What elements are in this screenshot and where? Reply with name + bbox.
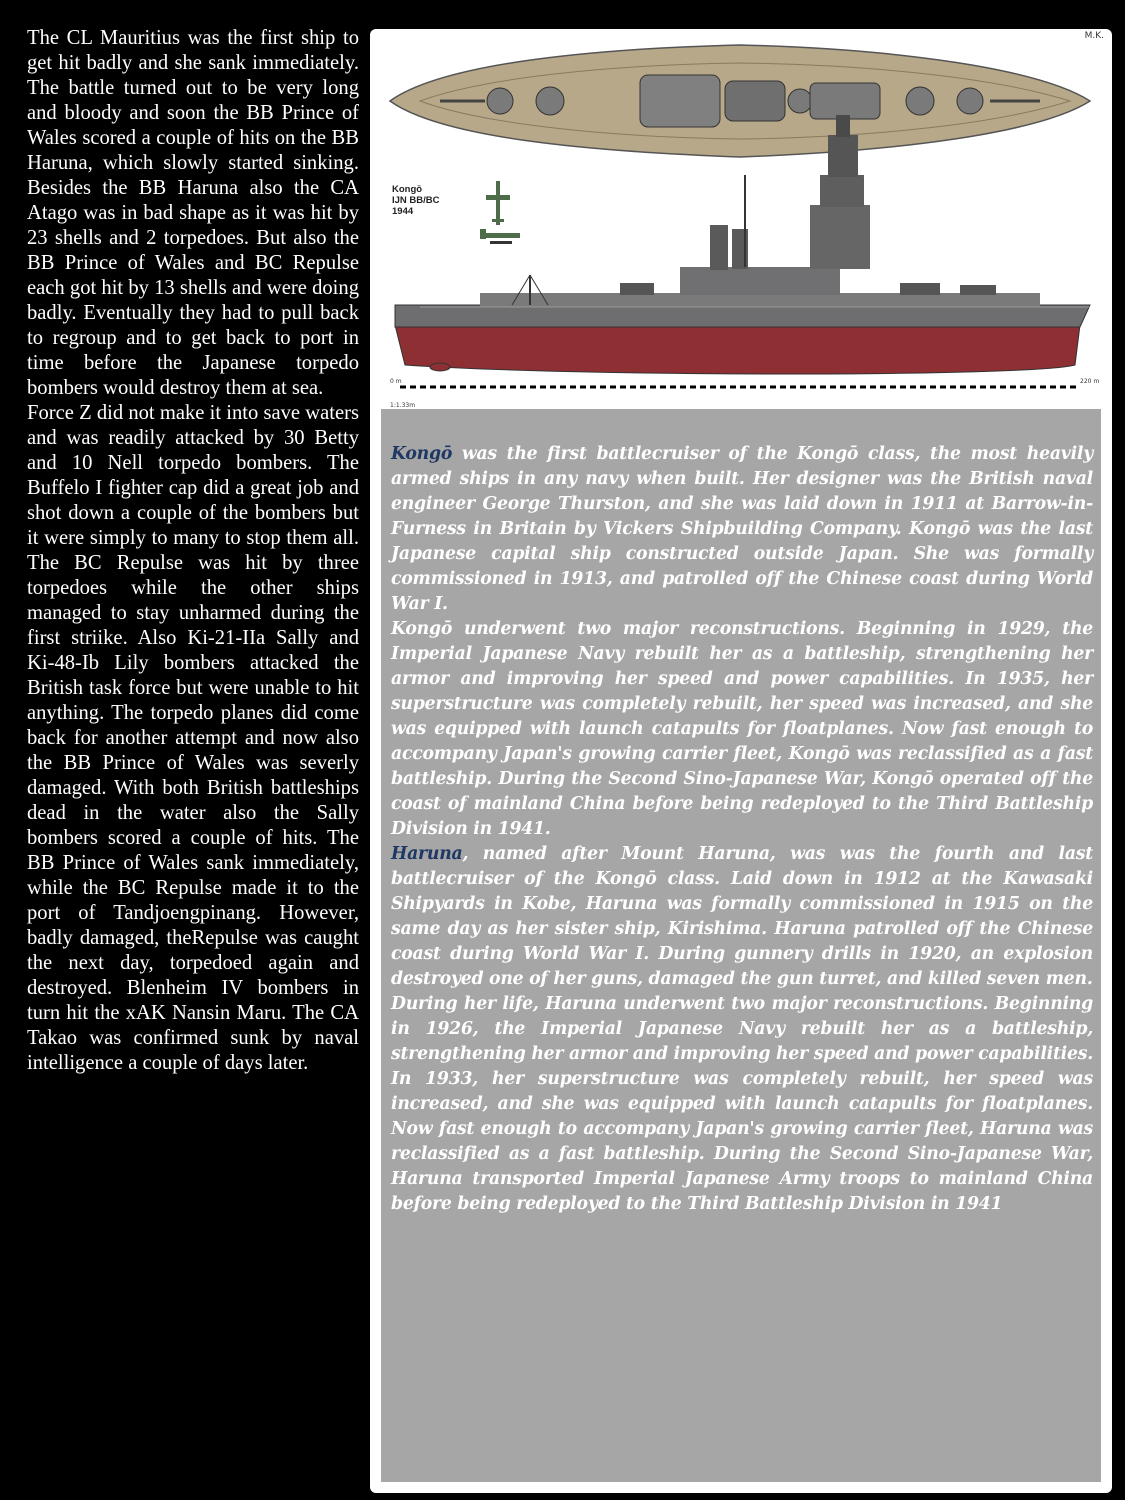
artist-signature: M.K. xyxy=(1084,31,1104,41)
narrative-paragraph-1: The CL Mauritius was the first ship to get hit badly and she sank immediately. The battle turned out to be very long and bloody and soon the BB Prince of Wales scored a couple of hits on the BB Haruna, which slowly started sinking. Besides the BB Haruna also the CA Atago was in bad shape as it was hit by 23 shells and 2 torpedoes. But also the BB Prince of Wales and BC Repulse each got hit by 13 shells and were doing badly. Eventually they had to pull back to regroup and to get back to port in time before the Japanese torpedo bombers would destroy them at sea. xyxy=(27,27,359,399)
haruna-text-1: , named after Mount Haruna, was was the fourth and last battlecruiser of the Kongō class. Laid down in 1912 at the Kawasaki Shipyards in Kobe, Haruna was formally commissioned in 1915 on the same day as her sister ship, Kirishima. Haruna patrolled off the Chinese coast during World War I. During gunnery drills in 1920, an explosion destroyed one of her guns, damaged the gun turret, and killed seven men. xyxy=(391,844,1093,989)
ship-illustration xyxy=(380,35,1102,435)
floatplane-side-icon xyxy=(480,229,520,244)
ship-history-box xyxy=(381,409,1101,1482)
kongo-paragraph-1 xyxy=(391,442,1093,617)
kongo-name: Kongō xyxy=(391,444,453,464)
ship-caption-year: 1944 xyxy=(392,206,414,217)
narrative-paragraph-2: Force Z did not make it into save waters and was readily attacked by 30 Betty and 10 Nell torpedo bombers. The Buffelo I fighter cap did a great job and shot down a couple of the bombers but it were simply to many to stop them all. The BC Repulse was hit by three torpedoes while the other ships managed to stay unharmed during the first striike. Also Ki-21-IIa Sally and Ki-48-Ib Lily bombers attacked the British task force but were unable to hit anything. The torpedo planes did come back for another attempt and now also the BB Prince of Wales was severly damaged. With both British battleships dead in the water also the Sally bombers scored a couple of hits. The BB Prince of Wales sank immediately, while the BC Repulse made it to the port of Tandjoengpinang. However, badly damaged, theRepulse was caught the next day, torpedoed again and destroyed. Blenheim IV bombers in turn hit the xAK Nansin Maru. The CA Takao was confirmed sunk by naval intelligence a couple of days later. xyxy=(27,402,359,1074)
narrative-column xyxy=(27,26,359,1076)
haruna-paragraph-1 xyxy=(391,842,1093,992)
kongo-paragraph-2: Kongō underwent two major reconstructions. Beginning in 1929, the Imperial Japanese Navy rebuilt her as a battleship, strengthening her armor and improving her speed and power capabilities. In 1935, her superstructure was completely rebuilt, her speed was increased, and she was equipped with launch catapults for floatplanes. Now fast enough to accompany Japan's growing carrier fleet, Kongō was reclassified as a fast battleship. During the Second Sino-Japanese War, Kongō operated off the coast of mainland China before being redeployed to the Third Battleship Division in 1941. xyxy=(391,619,1093,839)
ship-caption xyxy=(392,184,440,217)
scale-note: 1:1.33m xyxy=(390,402,416,409)
ship-plan-view xyxy=(390,45,1090,157)
haruna-paragraph-2: During her life, Haruna underwent two major reconstructions. Beginning in 1926, the Imperial Japanese Navy rebuilt her as a battleship, strengthening her armor and improving her speed and power capabilities. In 1933, her superstructure was completely rebuilt, her speed was increased, and she was equipped with launch catapults for floatplanes. Now fast enough to accompany Japan's growing carrier fleet, Haruna was reclassified as a fast battleship. During the Second Sino-Japanese War, Haruna transported Imperial Japanese Army troops to mainland China before being redeployed to the Third Battleship Division in 1941 xyxy=(391,994,1093,1214)
scale-label-left: 0 m xyxy=(390,378,402,385)
ship-caption-type: IJN BB/BC xyxy=(392,195,440,206)
floatplane-icon xyxy=(486,181,510,225)
kongo-text-1: was the first battlecruiser of the Kongō class, the most heavily armed ships in any navy when built. Her designer was the British naval engineer George Thurston, and she was laid down in 1911 at Barrow-in-Furness in Britain by Vickers Shipbuilding Company. Kongō was the last Japanese capital ship constructed outside Japan. She was formally commissioned in 1913, and patrolled off the Chinese coast during World War I. xyxy=(391,444,1093,614)
ship-history-text xyxy=(391,442,1093,1217)
ship-info-panel xyxy=(370,29,1112,1493)
scale-label-right: 220 m xyxy=(1080,378,1100,385)
haruna-name: Haruna xyxy=(391,844,463,864)
ship-caption-name: Kongō xyxy=(392,184,423,195)
